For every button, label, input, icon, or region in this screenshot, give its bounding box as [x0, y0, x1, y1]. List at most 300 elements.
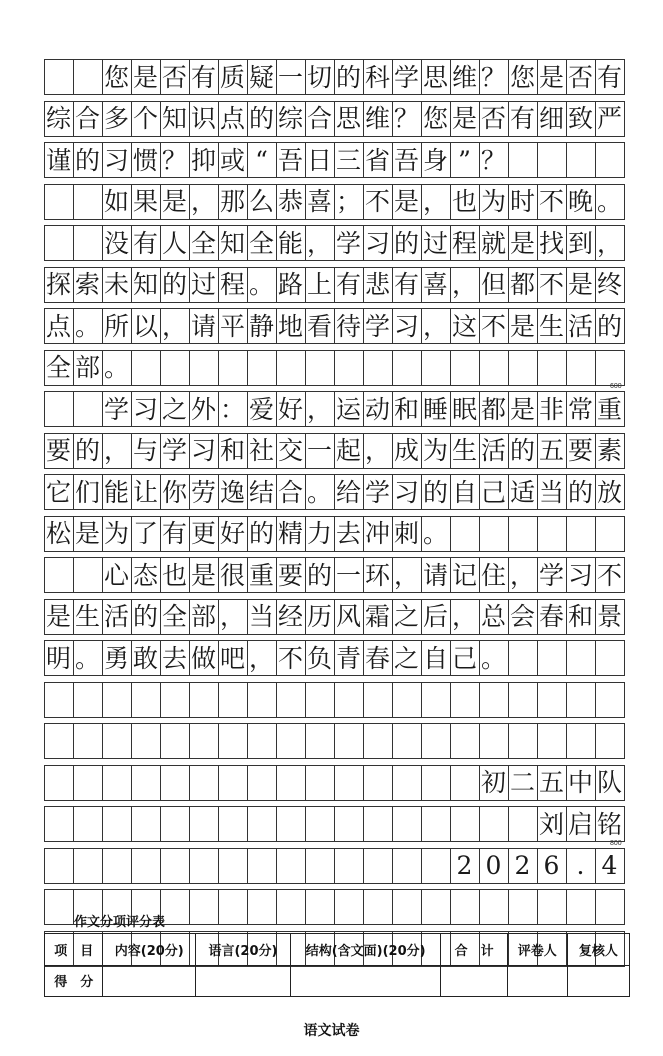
grid-line-vertical [421, 350, 422, 386]
grid-cell: 态 [132, 560, 158, 590]
grid-cell: 己 [480, 477, 506, 507]
grid-line-vertical [450, 184, 451, 220]
grid-cell [44, 225, 73, 261]
grid-cell: 6 [543, 851, 560, 880]
grid-cell [508, 350, 537, 386]
grid-cell: 日 [306, 145, 332, 175]
grid-cell: 不 [480, 311, 506, 341]
grid-line-vertical [363, 848, 364, 884]
grid-cell: 好 [219, 519, 245, 548]
grid-cell: 要 [567, 436, 593, 465]
score-table-header-row [45, 934, 630, 966]
grid-line-vertical [218, 101, 219, 137]
grid-line-vertical [131, 350, 132, 386]
grid-line-vertical [392, 184, 393, 220]
grid-line-vertical [363, 474, 364, 510]
grid-line-vertical [305, 848, 306, 884]
grid-line-vertical [624, 765, 625, 801]
grid-line-vertical [566, 225, 567, 261]
grid-line-vertical [305, 723, 306, 759]
grid-line-vertical [508, 350, 509, 386]
grid-cell [218, 848, 247, 884]
grid-line-vertical [392, 101, 393, 137]
grid-cell: 部 [74, 353, 100, 382]
grid-cell: 全 [248, 228, 274, 258]
grid-cell: 如 [103, 187, 129, 216]
grid-line-vertical [508, 474, 509, 510]
grid-line-vertical [305, 474, 306, 510]
grid-line-vertical [479, 723, 480, 759]
grid-cell [334, 350, 363, 386]
grid-cell [276, 889, 305, 925]
grid-line-vertical [392, 267, 393, 303]
grid-cell: 否 [161, 62, 187, 92]
grid-line-vertical [73, 474, 74, 510]
grid-cell: 质 [219, 62, 245, 92]
score-cell-language[interactable] [196, 965, 291, 997]
grid-line-vertical [73, 184, 74, 220]
grid-cell [566, 889, 595, 925]
grid-line-vertical [189, 59, 190, 95]
grid-row [44, 640, 624, 676]
grid-cell: 的 [509, 436, 535, 465]
grid-line-vertical [537, 889, 538, 925]
grid-line-vertical [44, 267, 45, 303]
score-header-language: 语言(20分) [196, 934, 291, 966]
grid-line-vertical [363, 433, 364, 469]
grid-cell: 看 [306, 311, 332, 341]
grid-cell: ； [335, 187, 361, 216]
grid-cell: 劳 [190, 477, 216, 507]
grid-cell: 之 [393, 602, 419, 631]
grid-line-vertical [537, 225, 538, 261]
grid-cell: 给 [335, 477, 361, 507]
grid-cell [102, 723, 131, 759]
grid-line-vertical [305, 433, 306, 469]
grid-cell: 五 [538, 436, 564, 465]
grid-line-vertical [189, 723, 190, 759]
grid-cell: 身 [422, 145, 448, 175]
grid-line-vertical [44, 516, 45, 552]
grid-row [44, 557, 624, 593]
grid-line-vertical [566, 765, 567, 801]
grid-cell: 生 [538, 311, 564, 341]
grid-line-vertical [537, 101, 538, 137]
grid-cell: 部 [190, 602, 216, 631]
grid-line-vertical [421, 723, 422, 759]
grid-line-vertical [508, 267, 509, 303]
grid-cell [305, 889, 334, 925]
grid-cell [363, 848, 392, 884]
grid-cell [334, 806, 363, 842]
grid-line-vertical [276, 142, 277, 178]
grid-cell [73, 765, 102, 801]
grid-line-vertical [189, 101, 190, 137]
grid-line-vertical [537, 350, 538, 386]
grid-cell [479, 806, 508, 842]
grid-cell [218, 765, 247, 801]
grid-cell: 学 [161, 436, 187, 465]
grid-cell: 更 [190, 519, 216, 548]
grid-line-vertical [189, 142, 190, 178]
grid-line-vertical [363, 889, 364, 925]
grid-cell: 2 [456, 851, 473, 880]
score-header-item: 项 目 [45, 934, 103, 966]
grid-line-vertical [276, 474, 277, 510]
grid-line-vertical [508, 433, 509, 469]
grid-cell [334, 765, 363, 801]
grid-cell: 当 [538, 477, 564, 507]
grid-line-vertical [595, 889, 596, 925]
grid-cell: 的 [596, 311, 622, 341]
grid-line-vertical [566, 59, 567, 95]
grid-cell [566, 142, 595, 178]
score-cell-structure[interactable] [290, 965, 441, 997]
grid-line-vertical [276, 101, 277, 137]
grid-line-vertical [160, 848, 161, 884]
grid-line-vertical [334, 516, 335, 552]
grid-line-vertical [247, 308, 248, 344]
grid-line-vertical [624, 516, 625, 552]
grid-cell [305, 848, 334, 884]
grid-line-vertical [363, 101, 364, 137]
grid-line-vertical [363, 557, 364, 593]
grid-cell: 惯 [132, 145, 158, 175]
grid-line-vertical [450, 474, 451, 510]
grid-line-vertical [363, 267, 364, 303]
grid-line-vertical [595, 267, 596, 303]
grid-line-vertical [450, 267, 451, 303]
grid-line-vertical [131, 184, 132, 220]
grid-cell [276, 682, 305, 718]
grid-line-vertical [160, 557, 161, 593]
grid-cell [566, 682, 595, 718]
grid-cell [218, 682, 247, 718]
grid-line-vertical [305, 806, 306, 842]
grid-line-vertical [305, 59, 306, 95]
grid-cell: . [576, 851, 585, 880]
grid-cell: 的 [393, 228, 419, 258]
grid-cell: 习 [393, 311, 419, 341]
grid-line-vertical [247, 350, 248, 386]
grid-line-vertical [189, 682, 190, 718]
grid-line-vertical [73, 557, 74, 593]
grid-line-vertical [160, 474, 161, 510]
grid-line-vertical [450, 889, 451, 925]
grid-line-vertical [421, 599, 422, 635]
grid-cell: 这 [451, 311, 477, 341]
grid-line-vertical [595, 101, 596, 137]
grid-line-vertical [189, 225, 190, 261]
grid-cell: 晚 [567, 187, 593, 216]
grid-cell [247, 765, 276, 801]
grid-line-vertical [131, 433, 132, 469]
grid-cell: 。 [306, 477, 332, 507]
grid-cell: 吾 [277, 145, 303, 175]
grid-line-vertical [160, 433, 161, 469]
grid-cell [218, 806, 247, 842]
grid-line-vertical [218, 723, 219, 759]
grid-line-vertical [450, 557, 451, 593]
grid-cell: 抑 [190, 145, 216, 175]
score-cell-reviewer[interactable] [567, 965, 629, 997]
grid-line-vertical [334, 765, 335, 801]
score-cell-grader[interactable] [507, 965, 567, 997]
grid-cell: 松 [45, 519, 71, 548]
grid-line-vertical [247, 640, 248, 676]
grid-line-vertical [363, 391, 364, 427]
grid-cell: 是 [74, 519, 100, 548]
grid-cell: “ [255, 145, 268, 175]
grid-cell [479, 723, 508, 759]
grid-line-vertical [392, 433, 393, 469]
grid-cell: 的 [306, 560, 332, 590]
grid-cell: 终 [596, 270, 622, 299]
grid-line-vertical [44, 308, 45, 344]
grid-cell: 有 [190, 62, 216, 92]
grid-cell: 学 [103, 394, 129, 424]
grid-line-vertical [73, 267, 74, 303]
grid-line-vertical [102, 682, 103, 718]
grid-line-vertical [624, 682, 625, 718]
grid-cell [566, 516, 595, 552]
grid-cell: 能 [103, 477, 129, 507]
grid-line-vertical [595, 599, 596, 635]
grid-line-vertical [218, 308, 219, 344]
grid-cell: 中 [567, 768, 593, 797]
grid-line-vertical [479, 806, 480, 842]
grid-line-vertical [479, 391, 480, 427]
grid-line-vertical [624, 142, 625, 178]
grid-line-vertical [131, 308, 132, 344]
grid-cell [595, 889, 624, 925]
grid-cell: 力 [306, 519, 332, 548]
grid-line-vertical [73, 59, 74, 95]
grid-cell: 不 [596, 560, 622, 590]
grid-cell [44, 682, 73, 718]
grid-line-vertical [305, 225, 306, 261]
grid-line-vertical [276, 640, 277, 676]
grid-line-vertical [450, 391, 451, 427]
grid-cell [334, 848, 363, 884]
grid-line-vertical [363, 806, 364, 842]
grid-line-vertical [421, 516, 422, 552]
word-count-marker: 800 [610, 839, 622, 847]
score-cell-total[interactable] [441, 965, 507, 997]
grid-line-vertical [363, 516, 364, 552]
grid-line-vertical [305, 889, 306, 925]
grid-line-vertical [363, 599, 364, 635]
grid-cell: 动 [364, 394, 390, 424]
grid-line-vertical [624, 474, 625, 510]
grid-cell: 习 [132, 394, 158, 424]
grid-line-vertical [218, 557, 219, 593]
grid-line-vertical [276, 765, 277, 801]
grid-cell: 让 [132, 477, 158, 507]
grid-line-vertical [421, 267, 422, 303]
grid-line-vertical [276, 350, 277, 386]
grid-line-vertical [421, 474, 422, 510]
grid-line-vertical [595, 142, 596, 178]
grid-cell [189, 848, 218, 884]
grid-cell: 人 [161, 228, 187, 258]
grid-cell: 都 [480, 394, 506, 424]
grid-line-vertical [450, 225, 451, 261]
grid-cell: 之 [393, 643, 419, 673]
grid-cell [508, 682, 537, 718]
grid-cell: 以 [132, 311, 158, 341]
grid-cell [73, 59, 102, 95]
grid-line-vertical [595, 723, 596, 759]
grid-cell: 2 [514, 851, 531, 880]
grid-line-vertical [102, 308, 103, 344]
grid-cell: 生 [451, 436, 477, 465]
grid-line-vertical [131, 267, 132, 303]
grid-line-vertical [537, 723, 538, 759]
grid-cell: ， [509, 560, 535, 590]
grid-cell: 么 [248, 187, 274, 216]
grid-cell: 全 [190, 228, 216, 258]
grid-line-vertical [334, 225, 335, 261]
grid-line-vertical [595, 516, 596, 552]
grid-cell: 爱 [248, 394, 274, 424]
grid-line-vertical [160, 391, 161, 427]
grid-line-vertical [624, 391, 625, 427]
grid-cell: 们 [74, 477, 100, 507]
grid-line-vertical [537, 640, 538, 676]
grid-cell: 思 [422, 62, 448, 92]
grid-cell [421, 806, 450, 842]
grid-cell: 果 [132, 187, 158, 216]
grid-line-vertical [44, 474, 45, 510]
grid-line-vertical [334, 142, 335, 178]
grid-cell [479, 889, 508, 925]
grid-cell: ， [248, 643, 274, 673]
grid-cell [595, 723, 624, 759]
grid-cell [566, 723, 595, 759]
grid-cell: 个 [132, 104, 158, 133]
grid-cell [44, 848, 73, 884]
grid-cell: 省 [364, 145, 390, 175]
grid-cell [392, 889, 421, 925]
grid-line-vertical [218, 682, 219, 718]
grid-line-vertical [537, 308, 538, 344]
grid-cell: ， [451, 270, 477, 299]
grid-line-vertical [247, 848, 248, 884]
grid-cell: 常 [567, 394, 593, 424]
grid-line-vertical [479, 848, 480, 884]
grid-line-vertical [44, 640, 45, 676]
grid-row [44, 433, 624, 469]
grid-line-vertical [189, 516, 190, 552]
grid-line-vertical [392, 474, 393, 510]
grid-cell: 维 [451, 62, 477, 92]
grid-line-vertical [566, 640, 567, 676]
grid-line-vertical [421, 142, 422, 178]
grid-row [44, 308, 624, 344]
grid-cell [334, 682, 363, 718]
grid-cell [160, 723, 189, 759]
grid-line-vertical [421, 391, 422, 427]
grid-line-vertical [566, 599, 567, 635]
grid-cell [276, 350, 305, 386]
grid-cell: 了 [132, 519, 158, 548]
grid-cell [421, 848, 450, 884]
grid-line-vertical [392, 308, 393, 344]
grid-cell: 点 [219, 104, 245, 133]
grid-cell [189, 723, 218, 759]
grid-line-vertical [334, 599, 335, 635]
grid-cell [537, 516, 566, 552]
grid-line-vertical [247, 599, 248, 635]
grid-cell: 生 [74, 602, 100, 631]
grid-line-vertical [305, 640, 306, 676]
grid-line-vertical [218, 889, 219, 925]
grid-line-vertical [102, 184, 103, 220]
grid-cell: 总 [480, 602, 506, 631]
grid-cell [131, 350, 160, 386]
grid-line-vertical [624, 806, 625, 842]
grid-cell: 是 [190, 560, 216, 590]
score-cell-content[interactable] [103, 965, 196, 997]
grid-cell [247, 350, 276, 386]
grid-cell: 好 [277, 394, 303, 424]
grid-cell [595, 142, 624, 178]
grid-cell: 素 [596, 436, 622, 465]
grid-row [44, 142, 624, 178]
grid-line-vertical [131, 474, 132, 510]
grid-line-vertical [421, 59, 422, 95]
grid-cell: 适 [509, 477, 535, 507]
grid-cell [450, 516, 479, 552]
grid-cell: 风 [335, 602, 361, 631]
grid-line-vertical [334, 723, 335, 759]
grid-line-vertical [189, 640, 190, 676]
grid-line-vertical [595, 433, 596, 469]
grid-line-vertical [508, 225, 509, 261]
grid-line-vertical [131, 142, 132, 178]
grid-cell: 启 [567, 809, 593, 839]
grid-line-vertical [218, 806, 219, 842]
grid-cell: 也 [161, 560, 187, 590]
grid-line-vertical [537, 142, 538, 178]
grid-line-vertical [479, 101, 480, 137]
grid-line-vertical [363, 350, 364, 386]
grid-line-vertical [276, 391, 277, 427]
grid-line-vertical [479, 184, 480, 220]
grid-line-vertical [73, 599, 74, 635]
grid-cell: 喜 [422, 270, 448, 299]
grid-cell: ， [190, 187, 216, 216]
grid-cell [537, 889, 566, 925]
grid-cell: 有 [509, 104, 535, 133]
grid-line-vertical [131, 765, 132, 801]
grid-line-vertical [566, 391, 567, 427]
grid-line-vertical [131, 806, 132, 842]
grid-line-vertical [102, 391, 103, 427]
grid-line-vertical [479, 59, 480, 95]
grid-line-vertical [44, 59, 45, 95]
grid-line-vertical [450, 640, 451, 676]
grid-cell: 起 [335, 436, 361, 465]
grid-line-vertical [363, 308, 364, 344]
grid-cell [247, 682, 276, 718]
grid-cell [189, 765, 218, 801]
grid-cell: 的 [335, 62, 361, 92]
grid-cell: 吾 [393, 145, 419, 175]
grid-cell [450, 806, 479, 842]
grid-cell: 是 [132, 62, 158, 92]
